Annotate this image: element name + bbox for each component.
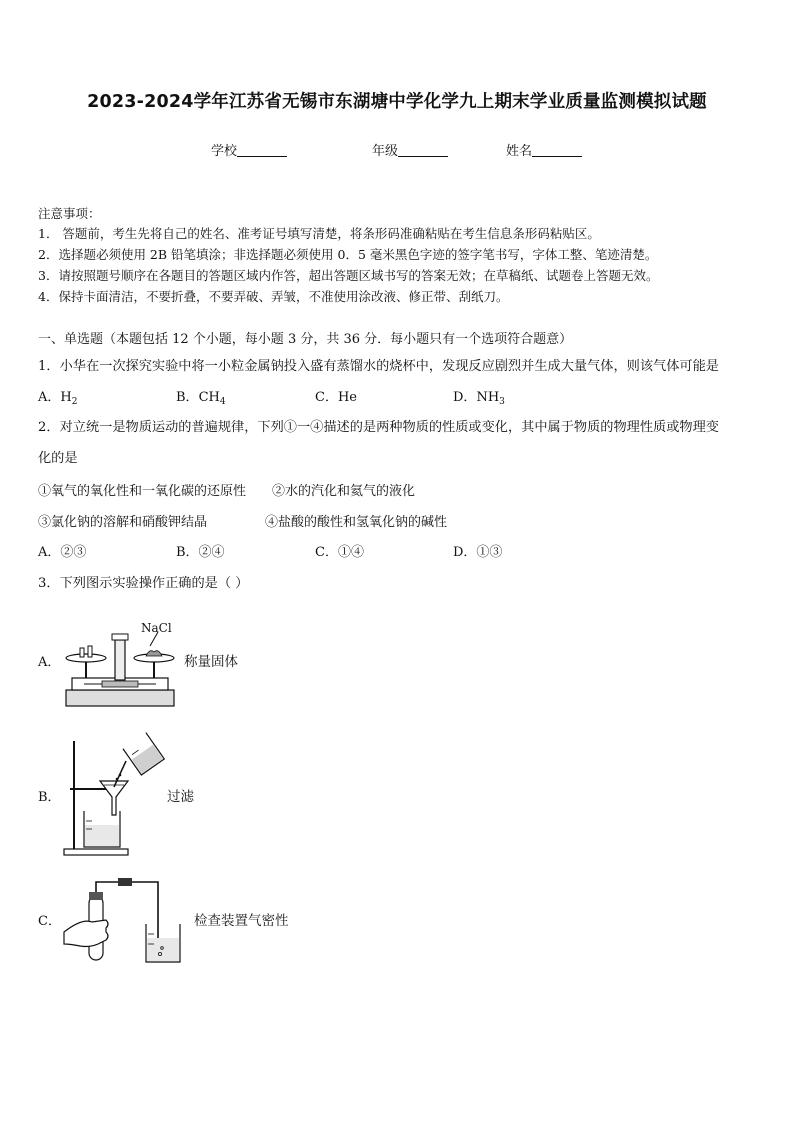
q3-option-a-letter: A． xyxy=(38,655,61,670)
question-2-stem-cont: 化的是 xyxy=(38,451,78,466)
note-item: 2．选择题必须使用 2B 铅笔填涂；非选择题必须使用 0．5 毫米黑色字迹的签字笔书写，字体工整、笔迹清楚。 xyxy=(38,247,658,262)
section-heading: 一、单选题（本题包括 12 个小题，每小题 3 分，共 36 分．每小题只有一个选项符合题意） xyxy=(38,332,573,347)
grade-field xyxy=(372,140,448,159)
name-label: 姓名 xyxy=(506,144,533,159)
q2-option-c: C．①④ xyxy=(315,545,364,560)
question-3-stem: 3．下列图示实验操作正确的是（ ） xyxy=(38,576,249,591)
q2-item-4: ④盐酸的酸性和氢氧化钠的碱性 xyxy=(265,515,448,530)
filtration-apparatus-icon xyxy=(62,735,172,860)
q2-option-d: D．①③ xyxy=(453,545,503,560)
q2-option-a: A．②③ xyxy=(38,545,87,560)
q2-item-1: ①氧气的氧化性和一氧化碳的还原性 xyxy=(38,484,247,499)
name-blank xyxy=(532,143,582,157)
name-field xyxy=(506,140,582,159)
q1-option-a: A．$H_2$ xyxy=(38,390,78,407)
school-field xyxy=(211,140,287,159)
note-item: 4．保持卡面清洁，不要折叠，不要弄破、弄皱，不准使用涂改液、修正带、刮纸刀。 xyxy=(38,289,509,304)
airtightness-check-icon xyxy=(62,872,192,967)
question-1-stem: 1．小华在一次探究实验中将一小粒金属钠投入盛有蒸馏水的烧杯中，发现反应剧烈并生成大量气体，则该气体可能是 xyxy=(38,359,719,374)
q3-option-c-letter: C． xyxy=(38,914,61,929)
q2-option-b: B．②④ xyxy=(176,545,225,560)
q2-item-3: ③氯化钠的溶解和硝酸钾结晶 xyxy=(38,515,208,530)
notes-heading: 注意事项： xyxy=(38,206,101,221)
q1-option-c: C．He xyxy=(315,390,357,405)
note-item: 3．请按照题号顺序在各题目的答题区域内作答，超出答题区域书写的答案无效；在草稿纸、试题卷上答题无效。 xyxy=(38,268,659,283)
grade-label: 年级 xyxy=(372,144,399,159)
q2-item-2: ②水的汽化和氦气的液化 xyxy=(272,484,416,499)
school-label: 学校 xyxy=(211,144,238,159)
school-blank xyxy=(237,143,287,157)
q3-option-b-letter: B． xyxy=(38,790,61,805)
page-title: 2023-2024学年江苏省无锡市东湖塘中学化学九上期末学业质量监测模拟试题 xyxy=(87,92,707,112)
q3-option-b-label: 过滤 xyxy=(167,789,194,805)
q1-option-b: B．$CH_4$ xyxy=(176,390,226,407)
q1-option-d: D．$NH_3$ xyxy=(453,390,505,407)
q3-option-c-label: 检查装置气密性 xyxy=(194,913,289,929)
q3-option-a-label: 称量固体 xyxy=(184,654,238,670)
nacl-label: NaCl xyxy=(141,621,172,635)
note-item: 1． 答题前，考生先将自己的姓名、准考证号填写清楚，将条形码准确粘贴在考生信息条形码粘贴区。 xyxy=(38,226,600,241)
question-2-stem: 2．对立统一是物质运动的普遍规律，下列①一④描述的是两种物质的性质或变化，其中属于物质的物理性质或物理变 xyxy=(38,420,719,435)
grade-blank xyxy=(398,143,448,157)
